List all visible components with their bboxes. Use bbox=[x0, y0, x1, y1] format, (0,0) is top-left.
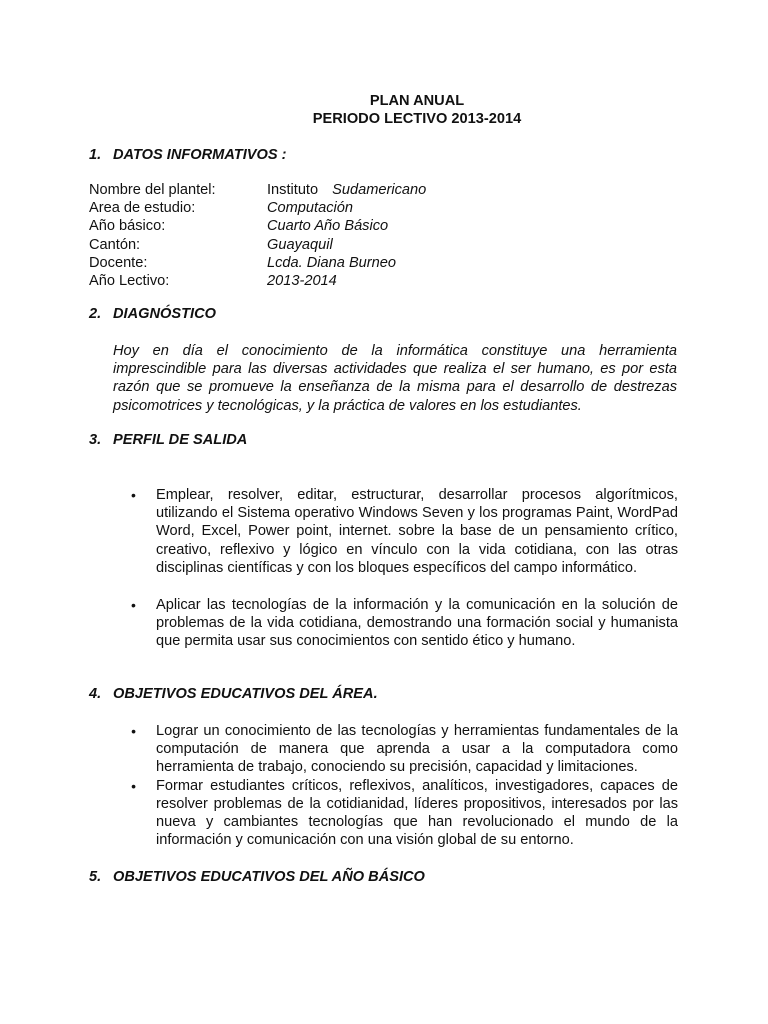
section-heading-diagnostico bbox=[89, 305, 216, 323]
objetivos-area-bullet-list bbox=[113, 722, 678, 849]
info-row-ano-basico bbox=[89, 217, 426, 235]
bullet-icon: • bbox=[131, 597, 136, 614]
section-title: DATOS INFORMATIVOS : bbox=[113, 147, 287, 163]
info-label: Año básico: bbox=[89, 218, 166, 235]
section-heading-datos bbox=[89, 146, 287, 164]
info-value-italic: Sudamericano bbox=[332, 182, 427, 198]
info-label: Año Lectivo: bbox=[89, 272, 170, 289]
list-item-text: Aplicar las tecnologías de la información y la comunicación en la solución de problemas de la vida cotidiana, demostrando una formación social y humanista que permita usar sus conocimientos con sentido ético y humano. bbox=[156, 597, 678, 650]
info-value-plain: Instituto bbox=[267, 182, 319, 198]
info-value: 2013-2014 bbox=[267, 272, 337, 289]
info-label: Cantón: bbox=[89, 236, 141, 253]
diagnostico-paragraph: Hoy en día el conocimiento de la informática constituye una herramienta imprescindible para las diversas actividades que realiza el ser humano, es por esta razón que se promueve la enseñanza de la misma para el desarrollo de destrezas psicomotrices y tecnológicas, y la práctica de valores en los estudiantes. bbox=[113, 343, 677, 414]
section-heading-perfil bbox=[89, 431, 247, 449]
info-label: Area de estudio: bbox=[89, 200, 196, 217]
info-value: Guayaquil bbox=[267, 236, 333, 253]
list-item bbox=[113, 777, 678, 850]
info-row-canton bbox=[89, 236, 426, 254]
section-title: OBJETIVOS EDUCATIVOS DEL AÑO BÁSICO bbox=[113, 869, 425, 885]
section-title: OBJETIVOS EDUCATIVOS DEL ÁREA. bbox=[113, 686, 378, 702]
info-row-area bbox=[89, 199, 426, 217]
list-item-text: Lograr un conocimiento de las tecnologías y herramientas fundamentales de la computación de manera que aprenda a usar a la computadora como herramienta de trabajo, conociendo su precisión, capacidad y limitaciones. bbox=[156, 723, 678, 776]
info-label: Docente: bbox=[89, 254, 148, 271]
section-number: 4. bbox=[89, 686, 102, 702]
info-value: Computación bbox=[267, 200, 353, 217]
section-heading-objetivos-ano bbox=[89, 868, 425, 886]
document-title: PLAN ANUAL bbox=[369, 93, 465, 109]
info-row-ano-lectivo bbox=[89, 272, 426, 290]
list-item bbox=[113, 486, 678, 577]
list-item bbox=[113, 596, 678, 651]
bullet-icon: • bbox=[131, 487, 136, 503]
info-value bbox=[267, 181, 426, 199]
section-heading-objetivos-area bbox=[89, 685, 378, 703]
info-label: Nombre del plantel: bbox=[89, 182, 216, 198]
list-item-text: Emplear, resolver, editar, estructurar, desarrollar procesos algorítmicos, utilizando el Sistema operativo Windows Seven y los programas Paint, WordPad Word, Excel, Power point, internet. sobre la base de un pensamiento crítico, creativo, reflexivo y lógico en vínculo con la vida cotidiana, con las otras disciplinas científicas y con los bloques específicos del campo informático. bbox=[156, 487, 678, 576]
info-value: Cuarto Año Básico bbox=[267, 218, 389, 235]
info-row-plantel bbox=[89, 181, 426, 199]
list-item bbox=[113, 722, 678, 777]
section-number: 5. bbox=[89, 869, 102, 885]
datos-informativos-table bbox=[89, 181, 426, 290]
list-item-text: Formar estudiantes críticos, reflexivos, analíticos, investigadores, capaces de resolver problemas de la cotidianidad, líderes propositivos, interesados por las nueva y cambiantes tecnologías que han revolucionado el mundo de la información y comunicación con una visión global de su entorno. bbox=[156, 777, 678, 849]
perfil-bullet-list bbox=[113, 486, 678, 651]
section-number: 3. bbox=[89, 432, 102, 448]
section-number: 2. bbox=[89, 306, 102, 322]
section-number: 1. bbox=[89, 147, 102, 163]
bullet-icon: • bbox=[131, 723, 136, 739]
info-row-docente bbox=[89, 254, 426, 272]
section-title: PERFIL DE SALIDA bbox=[113, 432, 248, 448]
section-title: DIAGNÓSTICO bbox=[113, 306, 216, 322]
info-value: Lcda. Diana Burneo bbox=[267, 254, 396, 271]
bullet-icon: • bbox=[131, 777, 136, 794]
document-subtitle: PERIODO LECTIVO 2013-2014 bbox=[312, 111, 522, 127]
